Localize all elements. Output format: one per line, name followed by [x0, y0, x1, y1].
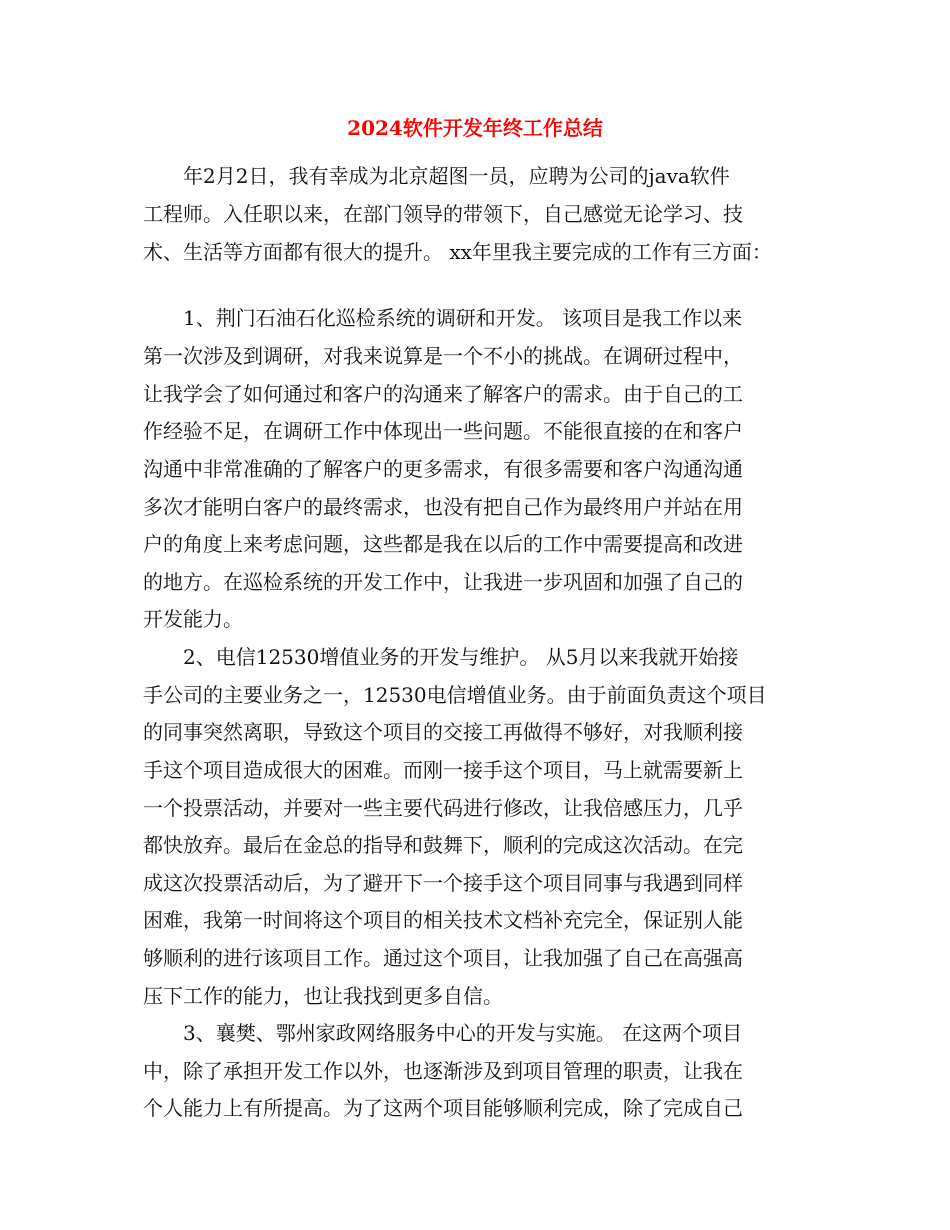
body-line: 术、生活等方面都有很大的提升。 xx年里我主要完成的工作有三方面： — [143, 240, 772, 264]
body-line: 手公司的主要业务之一，12530电信增值业务。由于前面负责这个项目 — [143, 683, 767, 707]
body-line: 沟通中非常准确的了解客户的更多需求，有很多需要和客户沟通沟通 — [143, 457, 743, 481]
body-line: 年2月2日，我有幸成为北京超图一员，应聘为公司的java软件 — [143, 164, 730, 188]
body-line: 开发能力。 — [143, 607, 243, 631]
body-line: 手这个项目造成很大的困难。而刚一接手这个项目，马上就需要新上 — [143, 758, 743, 782]
body-line: 第一次涉及到调研，对我来说算是一个不小的挑战。在调研过程中， — [143, 344, 743, 368]
document-title: 2024软件开发年终工作总结 — [347, 116, 603, 140]
body-line: 成这次投票活动后，为了避开下一个接手这个项目同事与我遇到同样 — [143, 871, 743, 895]
body-line: 让我学会了如何通过和客户的沟通来了解客户的需求。由于自己的工 — [143, 382, 743, 406]
body-line: 的地方。在巡检系统的开发工作中，让我进一步巩固和加强了自己的 — [143, 570, 743, 594]
body-line: 都快放弃。最后在金总的指导和鼓舞下，顺利的完成这次活动。在完 — [143, 833, 743, 857]
body-line: 多次才能明白客户的最终需求，也没有把自己作为最终用户并站在用 — [143, 495, 743, 519]
body-line: 2、电信12530增值业务的开发与维护。 从5月以来我就开始接 — [143, 645, 739, 669]
body-line: 困难，我第一时间将这个项目的相关技术文档补充完全，保证别人能 — [143, 908, 743, 932]
body-line: 1、荆门石油石化巡检系统的调研和开发。 该项目是我工作以来 — [143, 306, 743, 330]
body-line: 3、襄樊、鄂州家政网络服务中心的开发与实施。 在这两个项目 — [143, 1021, 743, 1045]
body-line: 中，除了承担开发工作以外，也逐渐涉及到项目管理的职责，让我在 — [143, 1059, 743, 1083]
body-line: 工程师。入任职以来，在部门领导的带领下，自己感觉无论学习、技 — [143, 202, 743, 226]
body-line: 的同事突然离职，导致这个项目的交接工再做得不够好，对我顺利接 — [143, 720, 743, 744]
body-line: 一个投票活动，并要对一些主要代码进行修改，让我倍感压力，几乎 — [143, 796, 743, 820]
body-line: 压下工作的能力，也让我找到更多自信。 — [143, 984, 503, 1008]
body-line: 够顺利的进行该项目工作。通过这个项目，让我加强了自己在高强高 — [143, 946, 743, 970]
body-line: 户的角度上来考虑问题，这些都是我在以后的工作中需要提高和改进 — [143, 532, 743, 556]
body-line: 作经验不足，在调研工作中体现出一些问题。不能很直接的在和客户 — [143, 419, 743, 443]
body-line: 个人能力上有所提高。为了这两个项目能够顺利完成，除了完成自己 — [143, 1096, 743, 1120]
